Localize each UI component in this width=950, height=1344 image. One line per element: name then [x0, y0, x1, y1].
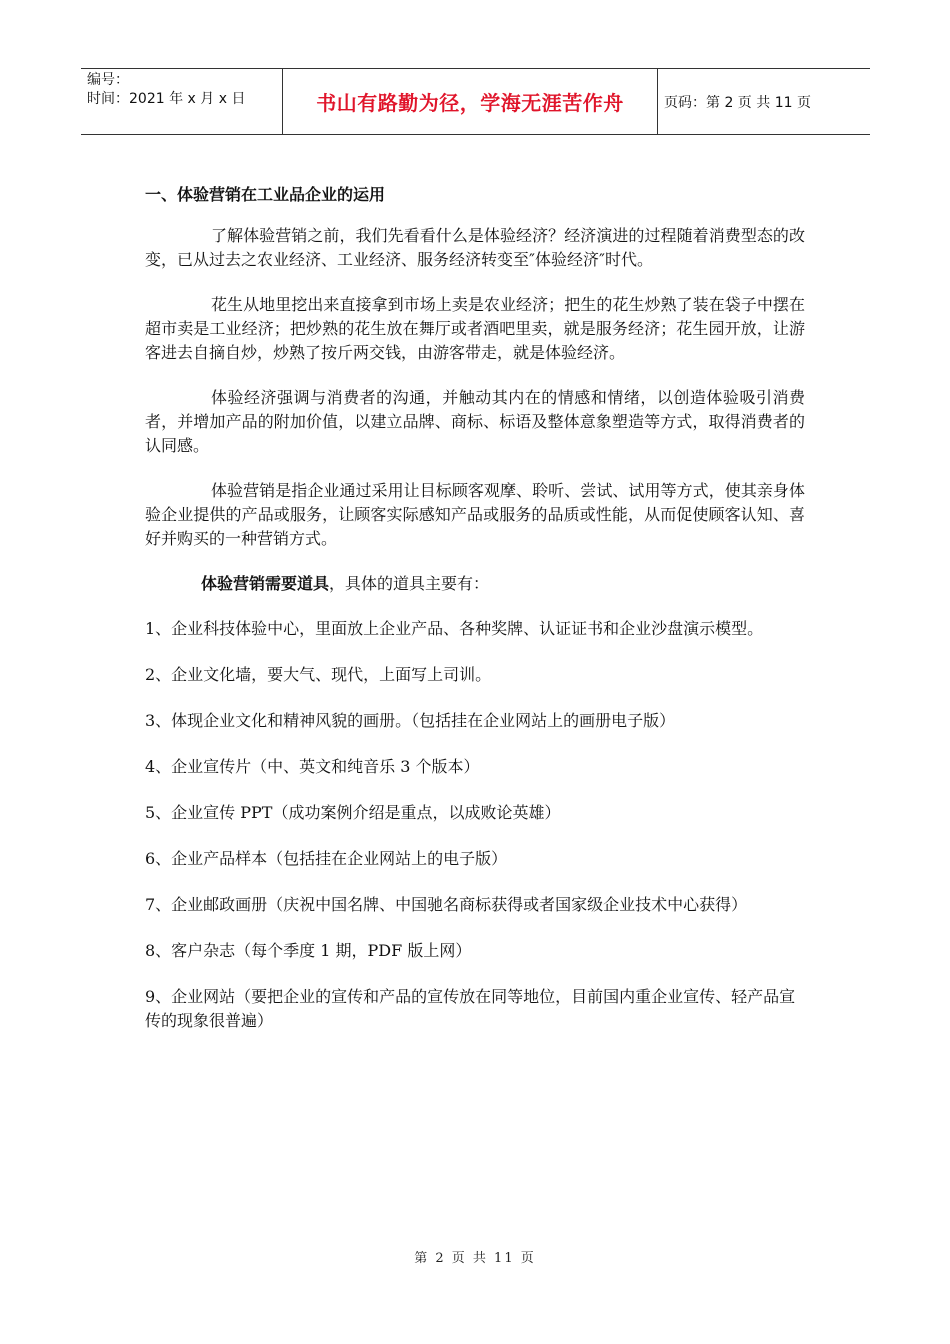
section-title: 一、体验营销在工业品企业的运用 — [145, 185, 386, 204]
number-label: 编号： — [87, 72, 129, 88]
page-footer: 第 2 页 共 11 页 — [414, 1251, 536, 1266]
paragraph: 体验营销是指企业通过采用让目标顾客观摩、聆听、尝试、试用等方式，使其亲身体验企业提供的产品或服务，让顾客实际感知产品或服务的品质或性能，从而促使顾客认知、喜好并购买的一种营销方式。 — [145, 481, 805, 548]
tools-lead-bold: 体验营销需要道具 — [201, 574, 330, 593]
list-item: 4、企业宣传片（中、英文和纯音乐 3 个版本） — [145, 757, 480, 776]
list-item: 2、企业文化墙，要大气、现代，上面写上司训。 — [145, 665, 492, 684]
list-item: 6、企业产品样本（包括挂在企业网站上的电子版） — [145, 849, 508, 868]
list-item: 8、客户杂志（每个季度 1 期，PDF 版上网） — [145, 941, 472, 960]
list-item: 3、体现企业文化和精神风貌的画册。（包括挂在企业网站上的画册电子版） — [145, 711, 676, 730]
document-body — [145, 183, 805, 1055]
tools-lead — [145, 572, 805, 596]
list-item: 1、企业科技体验中心，里面放上企业产品、各种奖牌、认证证书和企业沙盘演示模型。 — [145, 619, 764, 638]
paragraph: 花生从地里挖出来直接拿到市场上卖是农业经济；把生的花生炒熟了装在袋子中摆在超市卖是工业经济；把炒熟的花生放在舞厅或者酒吧里卖，就是服务经济；花生园开放，让游客进去自摘自炒，炒熟了按斤两交钱，由游客带走，就是体验经济。 — [145, 295, 805, 362]
header-meta — [81, 69, 282, 134]
list-item: 7、企业邮政画册（庆祝中国名牌、中国驰名商标获得或者国家级企业技术中心获得） — [145, 895, 748, 914]
paragraph: 体验经济强调与消费者的沟通，并触动其内在的情感和情绪，以创造体验吸引消费者，并增加产品的附加价值，以建立品牌、商标、标语及整体意象塑造等方式，取得消费者的认同感。 — [145, 388, 805, 455]
header-page-info: 页码：第 2 页 共 11 页 — [664, 94, 811, 111]
header-motto: 书山有路勤为径，学海无涯苦作舟 — [282, 69, 658, 134]
list-item: 5、企业宣传 PPT（成功案例介绍是重点，以成败论英雄） — [145, 803, 561, 822]
time-label: 时间：2021 年 x 月 x 日 — [87, 91, 246, 107]
list-item: 9、企业网站（要把企业的宣传和产品的宣传放在同等地位，目前国内重企业宣传、轻产品宣传的现象很普遍） — [145, 987, 796, 1030]
tools-lead-rest: ，具体的道具主要有： — [329, 574, 490, 593]
document-header — [81, 68, 870, 135]
paragraph: 了解体验营销之前，我们先看看什么是体验经济？经济演进的过程随着消费型态的改变，已从过去之农业经济、工业经济、服务经济转变至″体验经济″时代。 — [145, 226, 805, 269]
